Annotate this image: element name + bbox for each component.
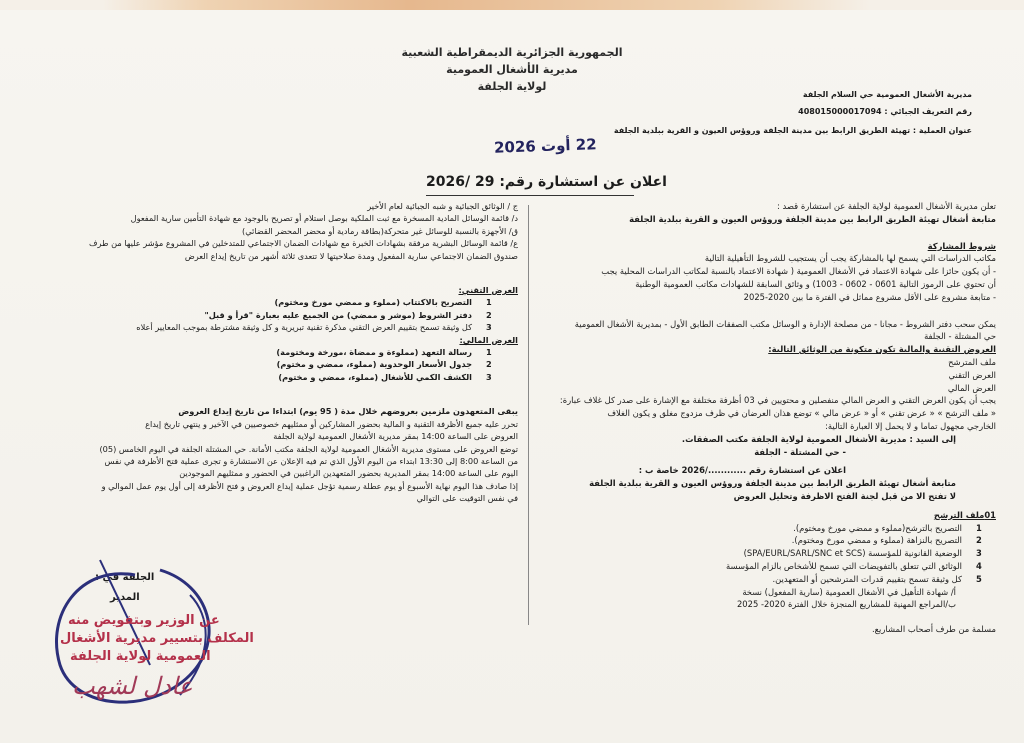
envelope-warning: لا تفتح الا من قبل لجنة الفتح الاظرفة وتحليل العروض [733, 490, 956, 501]
technical-offer-item: دفتر الشروط (موشر و ممضي) من الجميع عليه بعبارة "قرأ و قبل" [204, 309, 472, 320]
material-means: د/ قائمة الوسائل المادية المسخرة مع ثبت الملكية بوصل استلام أو تصريح بالوجود مع شهادة التأمين سارية المفعول [130, 213, 518, 224]
date-stamp: 22 أوت 2026 [493, 135, 597, 157]
deposit-paragraph: تحرر عليه جميع الأظرفة التقنية و المالية بحضور المشاركين أو ممثليهم خصوصيين في الآخير و ينتهي تاريخ إيداع [145, 418, 518, 429]
professional-references: ب/المراجع المهنية للمشاريع المنجزة خلال الفترة 2020- 2025 [736, 599, 956, 610]
financial-offer-item: جدول الأسعار الوحدوية (مملوء، ممضي و مختوم) [276, 359, 472, 370]
withdraw-line: يمكن سحب دفتر الشروط - مجانا - من مصلحة الإدارة و الوسائل مكتب الصفقات الطابق الأول - بمديرية الأشغال العمومية [574, 318, 996, 329]
right-column: تعلن مديرية الأشغال العمومية لولاية الجلفة عن استشارة قصد : متابعة أشغال تهيئة الطريق الرابط بين مدينة الجلفة وروؤس العيون و القرية ببلدية الجلفة شروط المشاركة مكاتب الدراسات التي يسمح لها بالمشاركة يجب أن يستجيب للشروط التأهيلية التالية - أن يكون حائزا على شهادة الاعتماد في الأشغال العمومية ( شهادة الاعتماد بالنسبة لمكاتب الدراسات المحلية يجب أن تحتوي على الرموز التالية 0601 - 0602 - 1003) و وثائق السابقة للشهادات مكاتب العمومية الوطنية - متابعة مشروع على الأقل مشروع مماثل في الفترة ما بين 2020-2025 يمكن سحب دفتر الشروط - مجانا - من مصلحة الإدارة و الوسائل مكتب الصفقات الطابق الأول - بمديرية الأشغال العمومية حي المشتلة - الجلفة العروض التقنية والمالية تكون متكونة من الوثائق التالية: ملف المترشح العرض التقني العرض المالي يجب أن يكون العرض التقني و العرض المالي منفصلين و محتويين في 03 أظرفة مختلفة مع الإشارة على صدر كل غلاف عبارة: « ملف الترشح » « عرض تقني » أو « عرض مالي » توضع هذان العرضان في ظرف مزدوج مغلق و يكون الغلاف الخارجي مجهول تماما و لا يحمل إلا العبارة التالية: إلى السيد : مديرية الأشغال العمومية لولاية الجلفة مكتب الصفقات. - حي المشتلة - الجلفة اعلان عن استشارة رقم ............/2026 خاصة ب : متابعة أشغال تهيئة الطريق الرابط بين مدينة الجلفة وروؤس العيون و القرية ببلدية الجلفة لا تفتح الا من قبل لجنة الفتح الاظرفة وتحليل العروض 01ملف الترشح 1 التصريح بالترشح(مملوء و ممضي مورخ ومختوم). 2 التصريح بالنزاهة (مملوء و ممضي مورخ ومختوم). 3 الوضعية القانونية للمؤسسة (SPA/EURL/SARL/SNC et SCS) 4 الوثائق التي تتعلق بالتفويضات التي تسمح للأشخاص بالزام المؤسسة 5 كل وثيقة تسمح بتقييم قدرات المترشحين أو المتعهدين. أ/ شهادة التأهيل في الأشغال العمومية (سارية المفعول) نسخة ب/المراجع المهنية للمشاريع المنجزة خلال الفترة 2020- 2025 مسلمة من طرف أصحاب المشاريع. [501, 200, 996, 636]
stamp-line: المكلف بتسيير مديرية الأشغال [60, 631, 254, 646]
item-number: 1 [486, 347, 492, 358]
application-file-title: 01ملف الترشح [933, 509, 996, 520]
left-column [18, 200, 518, 505]
technical-offer-item: التصريح بالاكتتاب (مملوء و ممضي مورخ ومختوم) [274, 297, 472, 308]
application-file-item: التصريح بالنزاهة (مملوء و ممضي مورخ ومختوم). [791, 535, 962, 546]
director-label: المدير [110, 592, 140, 603]
social-security: صندوق الضمان الاجتماعي سارية المفعول ومدة صلاحيتها لا تتعدى ثلاثة أشهر من تاريخ إيداع العرض [184, 250, 518, 261]
intro-line: تعلن مديرية الأشغال العمومية لولاية الجلفة عن استشارة قصد : [777, 201, 996, 211]
references-note: مسلمة من طرف أصحاب المشاريع. [871, 624, 996, 635]
financial-offer-item: رسالة التعهد (مملوءة و ممضاة ،مورخة ومختومة) [276, 347, 472, 358]
condition-item: متابعة مشروع على الأقل مشروع مماثل في الفترة ما بين 2020-2025 [743, 291, 991, 302]
financial-offer-title: العرض المالي: [459, 334, 518, 345]
signature: عادل لشهب [72, 672, 193, 700]
condition-item: أن يكون حائزا على شهادة الاعتماد في الأشغال العمومية ( شهادة الاعتماد بالنسبة لمكاتب الدراسات المحلية يجب [601, 266, 991, 277]
condition-item: أن تحتوي على الرموز التالية 0601 - 0602 - 1003) و وثائق السابقة للشهادات مكاتب العمومية الوطنية [635, 278, 996, 289]
item-number: 4 [976, 560, 982, 571]
application-file-item: التصريح بالترشح(مملوء و ممضي مورخ ومختوم). [793, 522, 962, 533]
conditions-intro: مكاتب الدراسات التي يسمح لها بالمشاركة يجب أن يستجيب للشروط التأهيلية التالية [704, 253, 996, 264]
header-wilaya: لولاية الجلفة [477, 80, 547, 93]
item-number: 2 [976, 535, 982, 546]
tax-documents: ج / الوثائق الجبائية و شبه الجبائية لعام الأخير [367, 201, 518, 211]
header-republic: الجمهورية الجزائرية الديمقراطية الشعبية [401, 46, 623, 59]
qualification-certificate: أ/ شهادة التأهيل في الأشغال العمومية (سارية المفعول) نسخة [742, 586, 956, 597]
recipient-address: إلى السيد : مديرية الأشغال العمومية لولاية الجلفة مكتب الصفقات. [681, 433, 956, 444]
item-number: 1 [486, 297, 492, 308]
info-address: مديرية الأشغال العمومية حي السلام الجلفة [802, 90, 972, 99]
stamp-line: عن الوزير وبتفويض منه [68, 613, 220, 628]
withdraw-place: حي المشتلة - الجلفة [924, 331, 996, 342]
deposit-paragraph: توضع العروض على مستوى مديرية الأشغال العمومية لولاية الجلفة مكتب الأمانة. حي المشتلة الجلفة في اليوم الخامس (05) [99, 443, 518, 454]
offers-title: العروض التقنية والمالية تكون متكونة من الوثائق التالية: [768, 344, 996, 355]
offers-paragraph: « ملف الترشح » « عرض تقني » أو « عرض مالي » توضع هذان العرضان في ظرف مزدوج مغلق و يكون الغلاف [607, 408, 996, 419]
stamp-line: العمومية لولاية الجلفة [70, 649, 211, 664]
page-title: اعلان عن استشارة رقم: 29 /2026 [426, 174, 667, 190]
human-means: ع/ قائمة الوسائل البشرية مرفقة بشهادات الخبرة مع شهادات الضمان الاجتماعي للمتدخلين في المشروع مؤشر عليها من طرف [89, 238, 518, 249]
item-number: 3 [976, 548, 982, 559]
info-tax-id: رقم التعريف الجبائي : 408015000017094 [798, 107, 972, 116]
conditions-title: شروط المشاركة [927, 240, 996, 251]
place-date: الجلفة في : [95, 572, 155, 583]
application-file-item: كل وثيقة تسمح بتقييم قدرات المترشحين أو المتعهدين. [772, 573, 962, 584]
application-file-item: الوثائق التي تتعلق بالتفويضات التي تسمح للأشخاص بالزام المؤسسة [726, 560, 962, 571]
offers-paragraph: يجب أن يكون العرض التقني و العرض المالي منفصلين و محتويين في 03 أظرفة مختلفة مع الإشارة على صدر كل غلاف عبارة: [559, 395, 996, 406]
technical-offer-title: العرض التقني: [458, 285, 518, 296]
info-operation: عنوان العملية : تهيئة الطريق الرابط بين مدينة الجلفة وروؤس العيون و القرية ببلدية الجلفة [613, 126, 972, 135]
deposit-paragraph: في نفس التوقيت على التوالي [416, 493, 518, 504]
offers-list-item: العرض التقني [948, 369, 996, 380]
item-number: 5 [976, 573, 982, 584]
equipment-docs: ق/ الأجهزة بالنسبة للوسائل غير متحركة(بطاقة رمادية أو محضر المحضر القضائي) [242, 225, 518, 236]
item-number: 3 [486, 322, 492, 333]
deposit-paragraph: اليوم على الساعة 14:00 بمقر المديرية بحضور المتعهدين الراغبين في الحضور و ممثليهم الموجودين [179, 468, 518, 479]
application-file-item: الوضعية القانونية للمؤسسة (SPA/EURL/SARL/SNC et SCS) [743, 548, 962, 559]
deposit-paragraph: العروض على الساعة 14:00 بمقر مديرية الأشغال العمومية لولاية الجلفة [273, 431, 518, 442]
intro-object: متابعة أشغال تهيئة الطريق الرابط بين مدينة الجلفة وروؤس العيون و القرية ببلدية الجلفة [629, 213, 996, 224]
technical-offer-item: كل وثيقة تسمح بتقييم العرض التقني مذكرة تقنية تبريرية و كل وثيقة مشترطة بموجب المعايير أعلاه [136, 322, 472, 333]
item-number: 3 [486, 371, 492, 382]
item-number: 1 [976, 522, 982, 533]
envelope-object: متابعة أشغال تهيئة الطريق الرابط بين مدينة الجلفة وروؤس العيون و القرية ببلدية الجلفة [589, 478, 956, 489]
offers-paragraph: الخارجي مجهول تماما و لا يحمل إلا العبارة التالية: [825, 420, 996, 431]
item-number: 2 [486, 309, 492, 320]
header-directorate: مديرية الأشغال العمومية [446, 63, 578, 76]
deposit-paragraph: إذا صادف هذا اليوم نهاية الأسبوع أو يوم عطلة رسمية تؤجل عملية إيداع العروض و فتح الأظرفة إلى أول يوم عمل الموالي و [101, 480, 518, 491]
item-number: 2 [486, 359, 492, 370]
offers-list-item: العرض المالي [947, 382, 996, 393]
validity-period: يبقى المتعهدون ملزمين بعروضهم خلال مدة ( 95 يوم) ابتداءا من تاريخ إيداع العروض [178, 406, 518, 417]
recipient-place: - حي المشتلة - الجلفة [754, 446, 846, 457]
deposit-paragraph: من الساعة 8:00 إلى 13:30 ابتداء من اليوم الأول الذي تم فيه الإعلان عن الاستشارة و تجرى عملية فتح الأظرفة في نفس [104, 455, 518, 466]
scan-top-edge [0, 0, 1024, 10]
financial-offer-item: الكشف الكمي للأشغال (مملوء، ممضي و مختوم) [278, 371, 472, 382]
offers-list-item: ملف المترشح [948, 356, 996, 367]
envelope-title: اعلان عن استشارة رقم ............/2026 خاصة ب : [638, 465, 846, 476]
title-underline [426, 195, 634, 196]
